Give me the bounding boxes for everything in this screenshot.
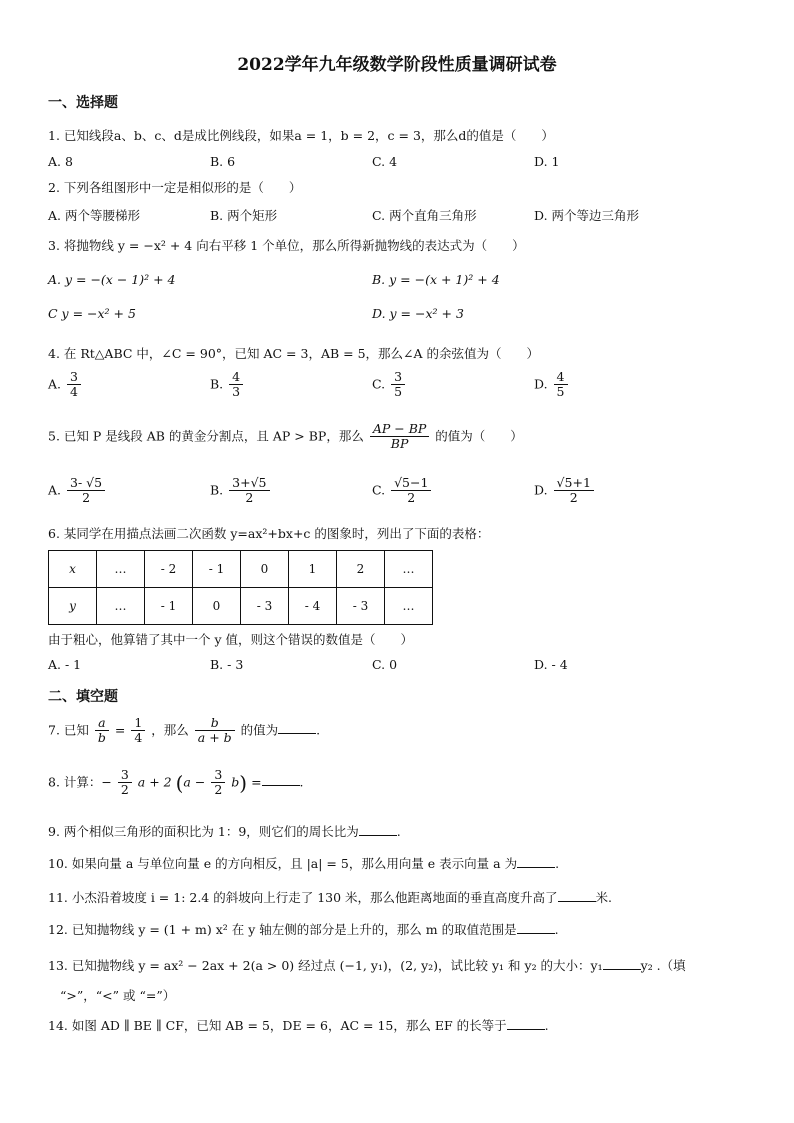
answer-blank bbox=[517, 923, 555, 934]
q1-option-d: D. 1 bbox=[534, 154, 560, 169]
question-7: 7. 已知 $\frac{a}{b}$ = $\frac{1}{4}$ ，那么 $\frac{b}{a + b}$ 的值为 . bbox=[48, 715, 321, 746]
table-cell: 0 bbox=[241, 551, 289, 588]
table-cell: 0 bbox=[193, 588, 241, 625]
page-title: 2022学年九年级数学阶段性质量调研试卷 bbox=[237, 55, 557, 75]
question-13: 13. 已知抛物线 y = ax² − 2ax + 2(a > 0) 经过点 (−1, y₁)，(2, y₂)，试比较 y₁ 和 y₂ 的大小：y₁ y₂ .（填 bbox=[48, 958, 686, 973]
answer-blank bbox=[517, 857, 555, 868]
table-cell: 2 bbox=[337, 551, 385, 588]
answer-blank bbox=[359, 825, 397, 836]
q5-option-a: A. $\frac{3- √5}{2}$ bbox=[48, 476, 107, 506]
q3-option-b: B. y = −(x + 1)² + 4 bbox=[372, 272, 500, 287]
question-11: 11. 小杰沿着坡度 i = 1: 2.4 的斜坡向上行走了 130 米，那么他距离地面的垂直高度升高了 米. bbox=[48, 890, 613, 905]
table-cell: - 3 bbox=[337, 588, 385, 625]
table-row bbox=[49, 551, 433, 588]
q1-option-c: C. 4 bbox=[372, 154, 398, 169]
q1-option-b: B. 6 bbox=[210, 154, 236, 169]
question-1-stem: 1. 已知线段a、b、c、d是成比例线段，如果a = 1，b = 2，c = 3，那么d的值是（ ） bbox=[48, 128, 554, 143]
q4-option-a: A. $\frac{3}{4}$ bbox=[48, 370, 83, 400]
table-cell: - 1 bbox=[193, 551, 241, 588]
q1-option-a: A. 8 bbox=[48, 154, 73, 169]
question-6-stem: 6. 某同学在用描点法画二次函数 y=ax²+bx+c 的图象时，列出了下面的表格： bbox=[48, 526, 490, 541]
q2-option-d: D. 两个等边三角形 bbox=[534, 208, 640, 223]
question-2-stem: 2. 下列各组图形中一定是相似形的是（ ） bbox=[48, 180, 302, 195]
table-cell: x bbox=[49, 551, 97, 588]
table-cell: y bbox=[49, 588, 97, 625]
q6-option-b: B. - 3 bbox=[210, 657, 244, 672]
answer-blank bbox=[278, 723, 316, 734]
table-cell: … bbox=[97, 588, 145, 625]
q2-option-c: C. 两个直角三角形 bbox=[372, 208, 477, 223]
table-cell: - 2 bbox=[145, 551, 193, 588]
question-13-line2: “>”，“<” 或 “=”） bbox=[60, 988, 176, 1003]
q6-option-a: A. - 1 bbox=[48, 657, 82, 672]
q6-option-c: C. 0 bbox=[372, 657, 398, 672]
question-12: 12. 已知抛物线 y = (1 + m) x² 在 y 轴左侧的部分是上升的，那么 m 的取值范围是 . bbox=[48, 922, 559, 937]
question-14: 14. 如图 AD ∥ BE ∥ CF，已知 AB = 5，DE = 6，AC = 15，那么 EF 的长等于 . bbox=[48, 1018, 549, 1033]
question-4-stem: 4. 在 Rt△ABC 中，∠C = 90°，已知 AC = 3，AB = 5，那么∠A 的余弦值为（ ） bbox=[48, 346, 540, 361]
section-heading-fill: 二、填空题 bbox=[48, 689, 118, 705]
question-8: 8. 计算：− $\frac{3}{2}$ a + 2 (a − $\frac{3}{2}$ b) = . bbox=[48, 767, 304, 798]
answer-blank bbox=[603, 959, 641, 970]
right-paren: ) bbox=[239, 770, 248, 795]
table-cell: … bbox=[385, 588, 433, 625]
question-6-followup: 由于粗心，他算错了其中一个 y 值，则这个错误的数值是（ ） bbox=[48, 632, 414, 647]
q2-option-a: A. 两个等腰梯形 bbox=[48, 208, 140, 223]
q6-option-d: D. - 4 bbox=[534, 657, 568, 672]
value-table bbox=[48, 550, 433, 625]
answer-blank bbox=[507, 1019, 545, 1030]
q3-option-a: A. y = −(x − 1)² + 4 bbox=[48, 272, 176, 287]
table-row bbox=[49, 588, 433, 625]
q3-option-d: D. y = −x² + 3 bbox=[372, 306, 464, 321]
table-cell: - 3 bbox=[241, 588, 289, 625]
q5-option-c: C. $\frac{√5-1}{2}$ bbox=[372, 476, 433, 506]
table-cell: … bbox=[385, 551, 433, 588]
question-3-stem: 3. 将抛物线 y = −x² + 4 向右平移 1 个单位，那么所得新抛物线的表达式为（ ） bbox=[48, 238, 525, 253]
q3-option-c: C y = −x² + 5 bbox=[48, 306, 136, 321]
q2-option-b: B. 两个矩形 bbox=[210, 208, 278, 223]
q4-option-c: C. $\frac{3}{5}$ bbox=[372, 370, 407, 400]
q5-option-b: B. $\frac{3+√5}{2}$ bbox=[210, 476, 272, 506]
answer-blank bbox=[558, 891, 596, 902]
question-9: 9. 两个相似三角形的面积比为 1：9，则它们的周长比为 . bbox=[48, 824, 401, 839]
left-paren: ( bbox=[175, 770, 184, 795]
q4-option-d: D. $\frac{4}{5}$ bbox=[534, 370, 570, 400]
table-cell: 1 bbox=[289, 551, 337, 588]
table-cell: … bbox=[97, 551, 145, 588]
answer-blank bbox=[262, 775, 300, 786]
question-10: 10. 如果向量 a 与单位向量 e 的方向相反，且 |a| = 5，那么用向量 e 表示向量 a 为 . bbox=[48, 856, 560, 871]
q5-option-d: D. $\frac{√5+1}{2}$ bbox=[534, 476, 596, 506]
table-cell: - 4 bbox=[289, 588, 337, 625]
table-cell: - 1 bbox=[145, 588, 193, 625]
section-heading-choice: 一、选择题 bbox=[48, 95, 118, 111]
q4-option-b: B. $\frac{4}{3}$ bbox=[210, 370, 245, 400]
question-5-stem: 5. 已知 P 是线段 AB 的黄金分割点，且 AP > BP，那么 $\frac{AP - BP}{BP}$ 的值为（ ） bbox=[48, 421, 523, 452]
